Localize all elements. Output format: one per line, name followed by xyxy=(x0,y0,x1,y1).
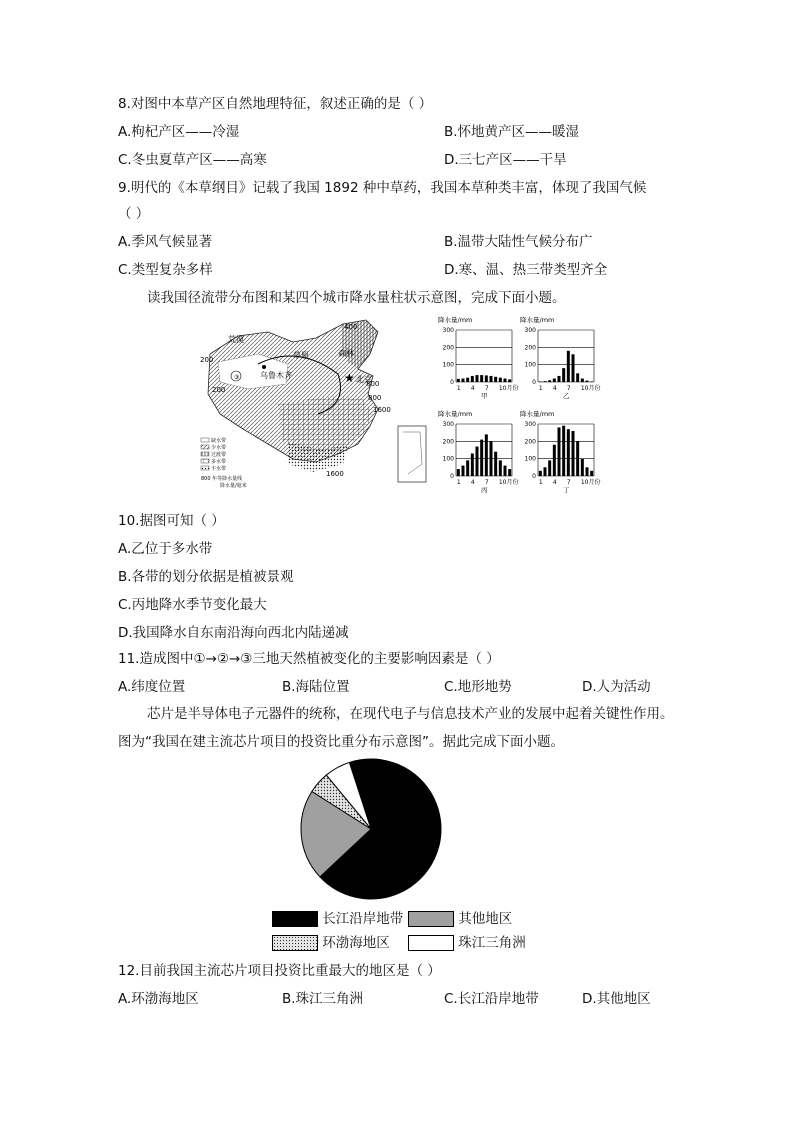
bar-chart-ytick-0-3: 300 xyxy=(442,327,454,334)
bar-chart-bar-2-2 xyxy=(466,460,469,476)
legend-swatch-yangtze xyxy=(272,911,318,927)
bar-chart-xtick-1-0: 1 xyxy=(538,385,543,392)
q8-option-c: C.冬虫夏草产区——高寒 xyxy=(118,152,267,168)
map-label-beijing: 北京 xyxy=(356,375,372,384)
q12-option-c: C.长江沿岸地带 xyxy=(444,991,539,1007)
map-label-800a: 800 xyxy=(366,380,380,388)
legend-label-6: 降水量/毫米 xyxy=(220,483,247,489)
q9-option-c: C.类型复杂多样 xyxy=(118,262,213,278)
bar-chart-xtick-0-3: 10月份 xyxy=(498,385,519,392)
bar-chart-0 xyxy=(438,315,518,400)
bar-chart-bar-3-0 xyxy=(539,471,542,476)
bar-chart-bar-2-9 xyxy=(499,460,502,476)
bar-chart-xtick-3-3: 10月份 xyxy=(580,479,601,486)
bar-chart-ytick-3-3: 300 xyxy=(524,421,536,428)
bar-chart-ytick-2-3: 300 xyxy=(442,421,454,428)
map-label-urumqi: 乌鲁木齐 xyxy=(260,371,292,380)
chip-investment-pie xyxy=(296,756,446,902)
q10-option-a: A.乙位于多水带 xyxy=(118,541,213,557)
q11-stem: 11.造成图中①→②→③三地天然植被变化的主要影响因素是（ ） xyxy=(118,651,500,667)
q12-stem: 12.目前我国主流芯片项目投资比重最大的地区是（ ） xyxy=(118,963,441,979)
q11-option-a: A.纬度位置 xyxy=(118,679,186,695)
bar-chart-bar-0-8 xyxy=(494,377,497,382)
q9-option-a: A.季风气候显著 xyxy=(118,234,213,250)
bar-chart-ylabel-3: 降水量/mm xyxy=(520,410,555,418)
pie-legend-yangtze xyxy=(272,910,403,928)
bar-chart-bar-1-3 xyxy=(553,379,556,382)
bar-chart-bar-1-9 xyxy=(581,379,584,382)
bar-chart-xtick-0-1: 4 xyxy=(470,385,475,392)
q10-option-c: C.丙地降水季节变化最大 xyxy=(118,597,267,613)
bar-chart-bar-1-2 xyxy=(548,380,551,382)
bar-chart-bar-2-6 xyxy=(485,434,488,476)
q8-stem: 8.对图中本草产区自然地理特征，叙述正确的是（ ） xyxy=(118,96,433,112)
map-label-forest: 森林 xyxy=(338,349,354,358)
bar-chart-3 xyxy=(520,409,600,494)
bar-chart-bar-2-5 xyxy=(480,440,483,476)
bar-chart-xtick-1-1: 4 xyxy=(552,385,557,392)
pie-legend-label-0: 长江沿岸地带 xyxy=(322,911,404,927)
intro-2-line1: 芯片是半导体电子元器件的统称，在现代电子与信息技术产业的发展中起着关键性作用。 xyxy=(147,706,674,722)
bar-chart-bar-3-9 xyxy=(581,459,584,476)
intro-2-line2: 图为“我国在建主流芯片项目的投资比重分布示意图”。据此完成下面小题。 xyxy=(118,734,564,750)
pie-legend-bohai xyxy=(272,934,390,952)
bar-chart-xtick-3-2: 7 xyxy=(566,479,571,486)
bar-chart-bar-0-9 xyxy=(499,378,502,382)
bar-chart-bar-1-4 xyxy=(558,376,561,382)
pie-legend-label-1: 其他地区 xyxy=(458,911,513,927)
bar-chart-ytick-1-3: 300 xyxy=(524,327,536,334)
bar-chart-bar-1-10 xyxy=(586,381,589,382)
bar-chart-ylabel-1: 降水量/mm xyxy=(520,316,555,324)
map-legend xyxy=(201,437,247,489)
legend-label-2: 过渡带 xyxy=(211,452,227,458)
map-label-200a: 200 xyxy=(200,356,214,364)
map-label-1600a: 1600 xyxy=(373,406,391,414)
bar-chart-bar-2-4 xyxy=(476,447,479,476)
bar-chart-bar-3-4 xyxy=(558,427,561,476)
q11-option-b: B.海陆位置 xyxy=(282,679,350,695)
pie-legend-label-3: 珠江三角洲 xyxy=(458,935,526,951)
bar-chart-bar-3-8 xyxy=(576,441,579,476)
bar-chart-ytick-0-0: 0 xyxy=(450,379,454,386)
bar-chart-title-0: 甲 xyxy=(481,392,488,400)
bar-chart-bar-3-11 xyxy=(590,471,593,476)
q8-option-a: A.枸杞产区——冷湿 xyxy=(118,124,240,140)
q10-option-b: B.各带的划分依据是植被景观 xyxy=(118,569,294,585)
bar-chart-bar-2-11 xyxy=(508,469,511,476)
q11-option-c: C.地形地势 xyxy=(444,679,512,695)
legend-label-4: 丰水带 xyxy=(211,466,227,472)
bar-chart-ytick-1-1: 100 xyxy=(524,361,536,369)
bar-chart-bar-0-6 xyxy=(485,375,488,382)
map-inset-south-china-sea xyxy=(398,426,426,482)
bar-chart-bar-3-2 xyxy=(548,460,551,476)
q12-option-a: A.环渤海地区 xyxy=(118,991,199,1007)
legend-label-3: 多水带 xyxy=(211,459,227,465)
bar-chart-bar-1-7 xyxy=(572,354,575,382)
legend-swatch-other xyxy=(408,911,454,927)
q8-option-d: D.三七产区——干旱 xyxy=(444,152,567,168)
q12-option-d: D.其他地区 xyxy=(582,991,651,1007)
map-urumqi-dot xyxy=(262,365,266,369)
bar-chart-xtick-2-1: 4 xyxy=(470,479,475,486)
q9-stem-cont: （ ） xyxy=(118,206,150,222)
bar-chart-bar-3-6 xyxy=(567,429,570,476)
q12-option-b: B.珠江三角洲 xyxy=(282,991,364,1007)
bar-chart-bar-1-8 xyxy=(576,373,579,382)
bar-chart-bar-0-5 xyxy=(480,375,483,382)
bar-chart-xtick-2-2: 7 xyxy=(484,479,489,486)
bar-chart-xtick-3-0: 1 xyxy=(538,479,543,486)
bar-chart-2 xyxy=(438,409,518,494)
bar-chart-xtick-3-1: 4 xyxy=(552,479,557,486)
bar-chart-bar-2-3 xyxy=(471,453,474,476)
pie-legend-pearl xyxy=(408,934,526,952)
bar-chart-xtick-0-2: 7 xyxy=(484,385,489,392)
q8-option-b: B.怀地黄产区——暖湿 xyxy=(444,124,580,140)
bar-chart-ytick-1-2: 200 xyxy=(524,344,536,352)
map-label-400: 400 xyxy=(344,323,358,331)
bar-chart-bar-3-1 xyxy=(544,467,547,476)
bar-chart-xtick-1-3: 10月份 xyxy=(580,385,601,392)
bar-chart-ytick-2-0: 0 xyxy=(450,473,454,480)
bar-chart-ytick-1-0: 0 xyxy=(532,379,536,386)
map-label-1600b: 1600 xyxy=(326,470,344,478)
bar-chart-bar-0-10 xyxy=(504,379,507,382)
bar-chart-bar-3-7 xyxy=(572,431,575,476)
bar-chart-xtick-2-3: 10月份 xyxy=(498,479,519,486)
bar-chart-bar-2-8 xyxy=(494,452,497,476)
legend-swatch-bohai xyxy=(272,935,318,951)
legend-label-0: 缺水带 xyxy=(211,438,227,444)
bar-chart-bar-0-11 xyxy=(508,379,511,382)
bar-chart-ylabel-2: 降水量/mm xyxy=(438,410,473,418)
bar-chart-title-1: 乙 xyxy=(563,392,570,400)
bar-chart-bar-0-4 xyxy=(476,375,479,382)
q10-stem: 10.据图可知（ ） xyxy=(118,513,225,529)
bar-chart-bar-1-1 xyxy=(544,381,547,382)
bar-chart-bar-1-11 xyxy=(590,381,593,382)
bar-chart-xtick-2-0: 1 xyxy=(456,479,461,486)
bar-chart-ylabel-0: 降水量/mm xyxy=(438,316,473,324)
bar-chart-bar-3-3 xyxy=(553,445,556,476)
legend-label-5: 800 年等降水量线 xyxy=(201,476,243,482)
bar-chart-bar-0-0 xyxy=(457,379,460,382)
map-label-desert: 荒漠 xyxy=(228,335,244,344)
bar-chart-bar-1-6 xyxy=(567,351,570,382)
map-beijing-star: ★ xyxy=(344,371,355,385)
bar-chart-bar-2-0 xyxy=(457,469,460,476)
q10-option-d: D.我国降水自东南沿海向西北内陆递减 xyxy=(118,625,349,641)
bar-chart-bar-1-5 xyxy=(562,368,565,382)
q9-option-d: D.寒、温、热三带类型齐全 xyxy=(444,262,608,278)
bar-chart-bar-0-1 xyxy=(462,379,465,382)
bar-chart-ytick-3-2: 200 xyxy=(524,438,536,446)
map-label-grassland: 草原 xyxy=(293,351,309,360)
bar-chart-xtick-0-0: 1 xyxy=(456,385,461,392)
bar-chart-bar-2-10 xyxy=(504,466,507,476)
runoff-map xyxy=(198,314,434,494)
bar-chart-bar-3-5 xyxy=(562,426,565,476)
map-label-200b: 200 xyxy=(212,386,226,394)
legend-swatch-pearl xyxy=(408,935,454,951)
bar-chart-ytick-0-2: 200 xyxy=(442,344,454,352)
bar-chart-ytick-3-0: 0 xyxy=(532,473,536,480)
precipitation-bar-charts xyxy=(430,312,610,496)
bar-chart-bar-3-10 xyxy=(586,467,589,476)
svg-text:③: ③ xyxy=(234,374,240,381)
bar-chart-1 xyxy=(520,315,600,400)
bar-chart-xtick-1-2: 7 xyxy=(566,385,571,392)
bar-chart-bar-0-7 xyxy=(490,376,493,382)
bar-chart-bar-2-1 xyxy=(462,466,465,476)
pie-legend-other xyxy=(408,910,512,928)
bar-chart-ytick-2-2: 200 xyxy=(442,438,454,446)
q11-option-d: D.人为活动 xyxy=(582,679,651,695)
q9-option-b: B.温带大陆性气候分布广 xyxy=(444,234,593,250)
bar-chart-ytick-3-1: 100 xyxy=(524,455,536,463)
bar-chart-ytick-0-1: 100 xyxy=(442,361,454,369)
bar-chart-bar-0-3 xyxy=(471,376,474,382)
bar-chart-title-2: 丙 xyxy=(481,486,488,494)
intro-1: 读我国径流带分布图和某四个城市降水量柱状示意图，完成下面小题。 xyxy=(147,290,566,306)
bar-chart-title-3: 丁 xyxy=(563,486,570,494)
map-label-800b: 800 xyxy=(368,394,382,402)
q9-stem: 9.明代的《本草纲目》记载了我国 1892 种中草药，我国本草种类丰富，体现了我国气候 xyxy=(118,180,647,196)
legend-label-1: 少水带 xyxy=(211,445,227,451)
bar-chart-bar-1-0 xyxy=(539,381,542,382)
bar-chart-ytick-2-1: 100 xyxy=(442,455,454,463)
bar-chart-bar-0-2 xyxy=(466,378,469,382)
pie-legend-label-2: 环渤海地区 xyxy=(322,935,390,951)
bar-chart-bar-2-7 xyxy=(490,441,493,476)
